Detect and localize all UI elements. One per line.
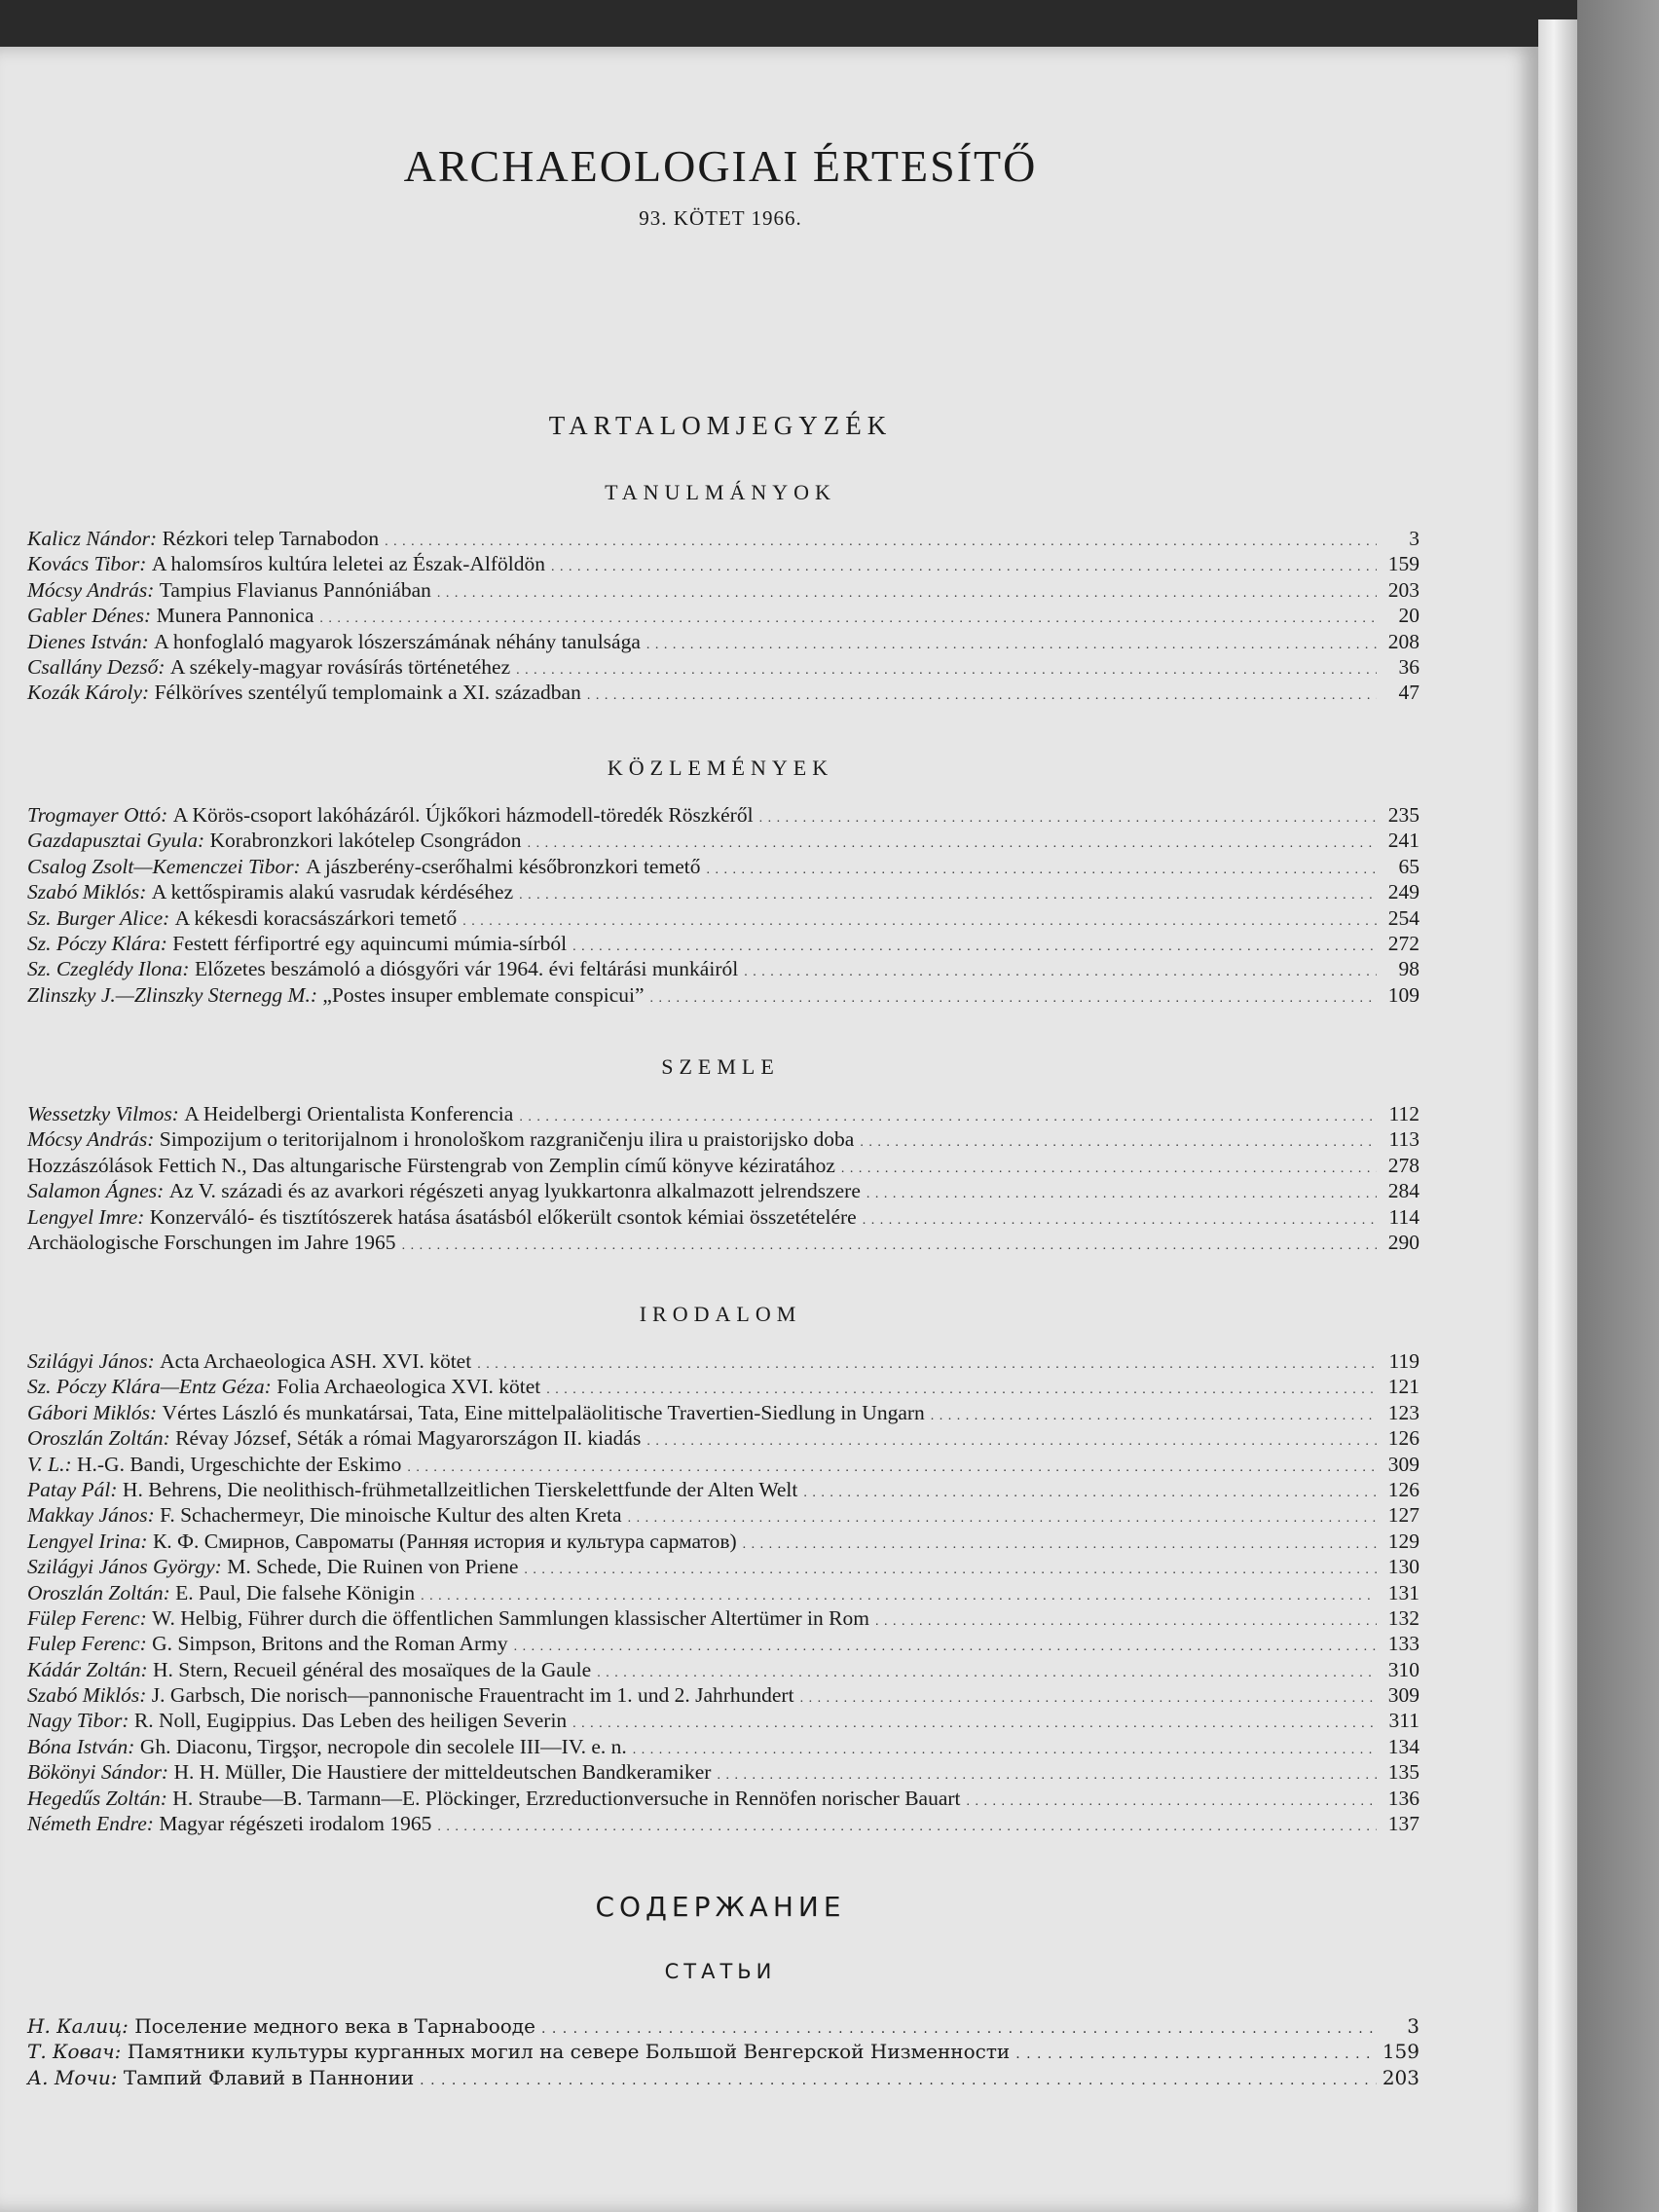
toc-entry xyxy=(27,956,1419,981)
entry-page-number: 310 xyxy=(1387,1657,1419,1681)
toc-entry xyxy=(27,1811,1419,1836)
document-page xyxy=(0,47,1538,2212)
entry-title: Тампий Флавий в Паннонии xyxy=(123,2065,415,2089)
entry-author: Nagy Tibor: xyxy=(27,1709,129,1733)
toc-entry xyxy=(27,1734,1419,1759)
entry-page-number: 309 xyxy=(1387,1683,1419,1708)
entry-page-number: 208 xyxy=(1387,629,1419,653)
dot-leader xyxy=(420,2065,1377,2093)
entry-author: Dienes István: xyxy=(27,629,149,653)
toc-entry xyxy=(27,982,1419,1008)
entry-title: Révay József, Séták a római Magyarországon II. kiadás xyxy=(175,1426,642,1451)
entry-page-number: 254 xyxy=(1387,905,1419,930)
toc-entry xyxy=(27,1425,1419,1451)
toc-entry xyxy=(27,1101,1419,1126)
toc-entry xyxy=(27,577,1419,603)
entry-title: M. Schede, Die Ruinen von Priene xyxy=(227,1555,519,1579)
entry-title: Folia Archaeologica XVI. kötet xyxy=(276,1375,541,1399)
toc-entry xyxy=(27,1708,1419,1733)
entry-author: Bökönyi Sándor: xyxy=(27,1760,169,1785)
section-heading-irodalom: IRODALOM xyxy=(639,1302,802,1326)
entry-page-number: 272 xyxy=(1387,931,1419,955)
entry-title: К. Ф. Смирнов, Савроматы (Ранняя история и культура сарматов) xyxy=(152,1529,737,1553)
entry-title: A Körös-csoport lakóházáról. Újkőkori házmodell-töredék Röszkéről xyxy=(172,803,754,827)
entry-author: Kozák Károly: xyxy=(27,681,150,705)
toc-entry xyxy=(27,1400,1419,1425)
entry-page-number: 3 xyxy=(1407,2014,1419,2038)
toc-entry xyxy=(27,905,1419,931)
entry-page-number: 203 xyxy=(1382,2065,1419,2089)
toc-entry xyxy=(27,1452,1419,1477)
entry-title: „Postes insuper emblemate conspicui” xyxy=(322,982,645,1007)
entry-title: J. Garbsch, Die norisch—pannonische Frauentracht im 1. und 2. Jahrhundert xyxy=(151,1683,794,1708)
toc-entry xyxy=(27,828,1419,853)
background-surface xyxy=(1577,0,1659,2212)
entry-title: H.-G. Bandi, Urgeschichte der Eskimo xyxy=(76,1452,402,1476)
entry-author: А. Мочи: xyxy=(27,2065,118,2089)
toc-entry xyxy=(27,654,1419,680)
contents-heading: TARTALOMJEGYZÉK xyxy=(548,411,893,440)
entry-title: Tampius Flavianus Pannóniában xyxy=(159,577,431,602)
entry-title: Памятники культуры курганных могил на севере Большой Венгерской Низменности xyxy=(127,2040,1011,2064)
entry-page-number: 159 xyxy=(1387,552,1419,576)
toc-entry xyxy=(27,526,1419,551)
entry-page-number: 112 xyxy=(1388,1102,1419,1125)
entries-irodalom xyxy=(27,1348,1419,1836)
toc-entry xyxy=(27,2013,1419,2039)
entry-author: Hegedűs Zoltán: xyxy=(27,1786,167,1810)
entry-author: Németh Endre: xyxy=(27,1812,154,1836)
entry-title: Konzerváló- és tisztítószerek hatása ásatásból előkerült csontok kémiai összetételére xyxy=(149,1204,857,1229)
dot-leader xyxy=(650,982,1377,1012)
entry-author: Csalog Zsolt—Kemenczei Tibor: xyxy=(27,854,301,878)
entry-page-number: 159 xyxy=(1382,2040,1419,2064)
entry-author: Mócsy András: xyxy=(27,1127,155,1152)
entry-page-number: 119 xyxy=(1388,1349,1419,1373)
entry-title: Korabronzkori lakótelep Csongrádon xyxy=(209,829,522,853)
entry-author: Szabó Miklós: xyxy=(27,880,147,904)
entry-title: A Heidelbergi Orientalista Konferencia xyxy=(184,1102,514,1125)
toc-entry xyxy=(27,1631,1419,1656)
entry-title: R. Noll, Eugippius. Das Leben des heiligen Severin xyxy=(133,1709,568,1733)
section-heading-szemle: SZEMLE xyxy=(661,1054,780,1079)
entry-author: Salamon Ágnes: xyxy=(27,1179,165,1203)
entry-page-number: 129 xyxy=(1387,1529,1419,1553)
page-edge xyxy=(1538,19,1577,2212)
entry-page-number: 20 xyxy=(1398,604,1419,628)
entry-page-number: 284 xyxy=(1387,1179,1419,1203)
entry-page-number: 311 xyxy=(1388,1709,1419,1733)
entry-title: G. Simpson, Britons and the Roman Army xyxy=(152,1632,508,1656)
entry-page-number: 126 xyxy=(1387,1477,1419,1501)
entry-author: V. L.: xyxy=(27,1452,72,1476)
toc-entry xyxy=(27,680,1419,705)
entry-page-number: 249 xyxy=(1387,880,1419,904)
entry-title: F. Schachermeyr, Die minoische Kultur des alten Kreta xyxy=(160,1503,622,1528)
entry-page-number: 134 xyxy=(1387,1734,1419,1758)
entry-author: Gabler Dénes: xyxy=(27,604,152,628)
toc-entry xyxy=(27,802,1419,828)
entry-author: Kádár Zoltán: xyxy=(27,1657,148,1681)
entry-author: Trogmayer Ottó: xyxy=(27,803,168,827)
entry-page-number: 109 xyxy=(1387,982,1419,1007)
toc-entry xyxy=(27,1178,1419,1203)
entry-author: Sz. Póczy Klára: xyxy=(27,931,167,955)
entry-page-number: 113 xyxy=(1388,1127,1419,1152)
entry-title: A székely-magyar rovásírás történetéhez xyxy=(169,654,511,679)
toc-entry xyxy=(27,1580,1419,1605)
entry-title: Munera Pannonica xyxy=(156,604,314,628)
entry-title: Rézkori telep Tarnabodon xyxy=(162,527,380,550)
entries-soderzhanie xyxy=(27,2013,1419,2090)
dot-leader xyxy=(587,680,1377,709)
entry-author: Fülep Ferenc: xyxy=(27,1605,147,1630)
toc-entry xyxy=(27,1529,1419,1554)
entry-page-number: 65 xyxy=(1398,854,1419,878)
section-subheading-stati: СТАТЬИ xyxy=(664,1960,777,1983)
entry-author: Zlinszky J.—Zlinszky Sternegg M.: xyxy=(27,982,317,1007)
toc-entry xyxy=(27,629,1419,654)
entry-title: Félköríves szentélyű templomaink a XI. században xyxy=(154,681,581,705)
toc-entry xyxy=(27,1348,1419,1374)
entry-title: Az V. századi és az avarkori régészeti anyag lyukkartonra alkalmazott jelrendszere xyxy=(168,1179,861,1203)
entry-page-number: 130 xyxy=(1387,1555,1419,1579)
entry-page-number: 132 xyxy=(1387,1605,1419,1630)
entry-title: Simpozijum o teritorijalnom i hronološkom razgraničenju ilira u praistorijsko doba xyxy=(159,1127,855,1152)
entries-tanulmanyok xyxy=(27,526,1419,706)
toc-entry xyxy=(27,2039,1419,2064)
entry-page-number: 131 xyxy=(1387,1580,1419,1604)
entry-title: Magyar régészeti irodalom 1965 xyxy=(159,1812,432,1836)
entry-author: Makkay János: xyxy=(27,1503,155,1528)
entry-title: A kékesdi koracsászárkori temető xyxy=(174,905,458,930)
entry-title: A halomsíros kultúra leletei az Észak-Alföldön xyxy=(151,552,546,576)
entry-title: H. Straube—B. Tarmann—E. Plöckinger, Erzreductionversuche in Rennöfen norischer Bauart xyxy=(172,1786,961,1810)
dot-leader xyxy=(437,1811,1377,1840)
entry-author: Fulep Ferenc: xyxy=(27,1632,147,1656)
section-heading-tanulmanyok: TANULMÁNYOK xyxy=(605,480,836,504)
entry-page-number: 278 xyxy=(1387,1153,1419,1177)
toc-entry xyxy=(27,854,1419,879)
entry-title: A jászberény-cserőhalmi későbronzkori temető xyxy=(306,854,701,878)
toc-entry xyxy=(27,931,1419,956)
entry-page-number: 235 xyxy=(1387,803,1419,827)
dot-leader xyxy=(1015,2039,1377,2067)
entry-title: Acta Archaeologica ASH. XVI. kötet xyxy=(160,1349,472,1373)
entry-author: Csallány Dezső: xyxy=(27,654,166,679)
entry-page-number: 135 xyxy=(1387,1760,1419,1785)
entry-page-number: 36 xyxy=(1398,654,1419,679)
entry-page-number: 127 xyxy=(1387,1503,1419,1528)
journal-title: ARCHAEOLOGIAI ÉRTESÍTŐ xyxy=(403,141,1038,191)
entry-author: Szabó Miklós: xyxy=(27,1683,147,1708)
entry-page-number: 114 xyxy=(1388,1204,1419,1229)
entry-title: Vértes László és munkatársai, Tata, Eine mittelpaläolitische Travertien-Siedlung in Ungarn xyxy=(162,1400,925,1424)
entry-author: Bóna István: xyxy=(27,1734,135,1758)
toc-entry xyxy=(27,1682,1419,1708)
toc-entry xyxy=(27,1374,1419,1399)
entry-title: A honfoglaló magyarok lószerszámának néhány tanulsága xyxy=(154,629,641,653)
entry-page-number: 126 xyxy=(1387,1426,1419,1451)
entry-author: Szilágyi János György: xyxy=(27,1555,222,1579)
entry-page-number: 241 xyxy=(1387,829,1419,853)
entry-page-number: 123 xyxy=(1387,1400,1419,1424)
entry-title: H. H. Müller, Die Haustiere der mitteldeutschen Bandkeramiker xyxy=(173,1760,712,1785)
toc-entry xyxy=(27,1786,1419,1811)
entry-page-number: 203 xyxy=(1387,577,1419,602)
entry-author: Kovács Tibor: xyxy=(27,552,147,576)
section-heading-kozlemenyek: KÖZLEMÉNYEK xyxy=(607,756,834,780)
dot-leader xyxy=(541,2013,1377,2042)
entry-title: Поселение медного века в Тарнаbooде xyxy=(134,2014,535,2038)
entry-author: Patay Pál: xyxy=(27,1477,118,1501)
toc-entry xyxy=(27,1230,1419,1255)
toc-entry xyxy=(27,1477,1419,1502)
toc-entry xyxy=(27,1554,1419,1579)
entry-page-number: 137 xyxy=(1387,1812,1419,1836)
toc-entry xyxy=(27,1759,1419,1785)
entries-kozlemenyek xyxy=(27,802,1419,1008)
entry-author: Szilágyi János: xyxy=(27,1349,155,1373)
entry-title: H. Stern, Recueil général des mosaïques de la Gaule xyxy=(153,1657,592,1681)
entry-author: Sz. Burger Alice: xyxy=(27,905,170,930)
entry-author: Sz. Czeglédy Ilona: xyxy=(27,957,190,981)
toc-entry xyxy=(27,879,1419,904)
entry-title: Festett férfiportré egy aquincumi múmia-sírból xyxy=(172,931,568,955)
toc-entry xyxy=(27,1204,1419,1230)
dot-leader xyxy=(402,1230,1377,1259)
entry-page-number: 121 xyxy=(1387,1375,1419,1399)
entry-page-number: 309 xyxy=(1387,1452,1419,1476)
entry-title: Gh. Diaconu, Tirgşor, necropole din secolele III—IV. e. n. xyxy=(139,1734,627,1758)
entry-title: W. Helbig, Führer durch die öffentlichen Sammlungen klassischer Altertümer in Rom xyxy=(152,1605,869,1630)
entry-page-number: 290 xyxy=(1387,1230,1419,1254)
entry-author: Sz. Póczy Klára—Entz Géza: xyxy=(27,1375,272,1399)
entry-title: E. Paul, Die falsehe Königin xyxy=(175,1580,416,1604)
entry-page-number: 136 xyxy=(1387,1786,1419,1810)
toc-entry xyxy=(27,1502,1419,1528)
entries-szemle xyxy=(27,1101,1419,1255)
toc-entry xyxy=(27,603,1419,628)
toc-entry xyxy=(27,1153,1419,1178)
entry-author: Mócsy András: xyxy=(27,577,155,602)
entry-author: Н. Калиц: xyxy=(27,2014,129,2038)
entry-author: Gazdapusztai Gyula: xyxy=(27,829,205,853)
toc-entry xyxy=(27,1605,1419,1631)
entry-page-number: 47 xyxy=(1398,681,1419,705)
entry-page-number: 3 xyxy=(1409,527,1419,550)
entry-author: Oroszlán Zoltán: xyxy=(27,1426,170,1451)
entry-author: Kalicz Nándor: xyxy=(27,527,158,550)
entry-author: Т. Ковач: xyxy=(27,2040,122,2064)
toc-entry xyxy=(27,2065,1419,2090)
entry-title: Hozzászólások Fettich N., Das altungarische Fürstengrab von Zemplin című könyve kéziratához xyxy=(27,1153,835,1177)
entry-author: Wessetzky Vilmos: xyxy=(27,1102,179,1125)
entry-title: Előzetes beszámoló a diósgyőri vár 1964. évi feltárási munkáiról xyxy=(194,957,739,981)
toc-entry xyxy=(27,1657,1419,1682)
entry-title: Archäologische Forschungen im Jahre 1965 xyxy=(27,1230,396,1254)
toc-entry xyxy=(27,551,1419,576)
section-heading-soderzhanie: СОДЕРЖАНИЕ xyxy=(595,1891,846,1923)
entry-page-number: 133 xyxy=(1387,1632,1419,1656)
entry-title: H. Behrens, Die neolithisch-frühmetallzeitlichen Tierskelettfunde der Alten Welt xyxy=(122,1477,798,1501)
toc-entry xyxy=(27,1126,1419,1152)
entry-title: A kettőspiramis alakú vasrudak kérdéséhez xyxy=(151,880,514,904)
journal-volume: 93. KÖTET 1966. xyxy=(639,206,802,230)
entry-page-number: 98 xyxy=(1398,957,1419,981)
entry-author: Lengyel Irina: xyxy=(27,1529,148,1553)
entry-author: Gábori Miklós: xyxy=(27,1400,158,1424)
entry-author: Oroszlán Zoltán: xyxy=(27,1580,170,1604)
entry-author: Lengyel Imre: xyxy=(27,1204,145,1229)
